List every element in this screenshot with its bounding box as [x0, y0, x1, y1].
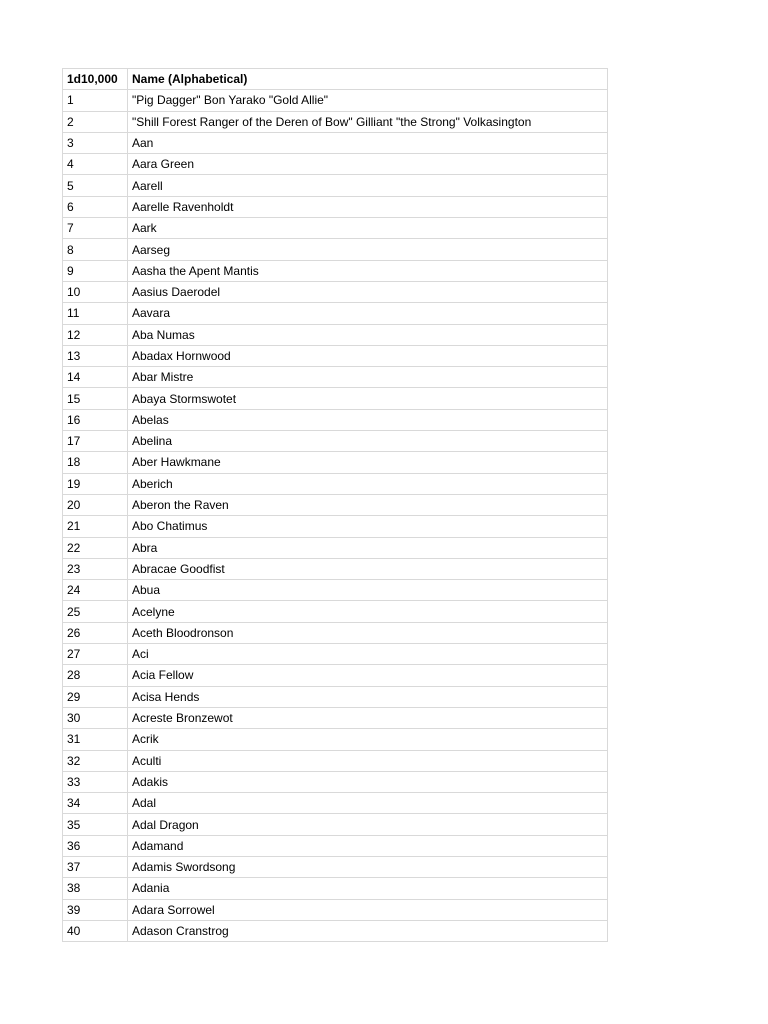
- roll-cell: 37: [63, 856, 128, 877]
- roll-cell: 24: [63, 580, 128, 601]
- name-cell: "Pig Dagger" Bon Yarako "Gold Allie": [128, 90, 608, 111]
- roll-cell: 5: [63, 175, 128, 196]
- table-row: [63, 771, 608, 792]
- names-table: [62, 68, 608, 942]
- roll-cell: 19: [63, 473, 128, 494]
- table-row: [63, 644, 608, 665]
- table-row: [63, 196, 608, 217]
- table-row: [63, 345, 608, 366]
- table-row: [63, 856, 608, 877]
- name-cell: Abua: [128, 580, 608, 601]
- roll-cell: 36: [63, 835, 128, 856]
- name-cell: Aan: [128, 132, 608, 153]
- table-row: [63, 175, 608, 196]
- roll-cell: 11: [63, 303, 128, 324]
- name-cell: Aberich: [128, 473, 608, 494]
- table-row: [63, 835, 608, 856]
- roll-cell: 25: [63, 601, 128, 622]
- name-cell: Acelyne: [128, 601, 608, 622]
- roll-cell: 10: [63, 281, 128, 302]
- table-row: [63, 750, 608, 771]
- table-row: [63, 90, 608, 111]
- table-row: [63, 111, 608, 132]
- table-row: [63, 580, 608, 601]
- name-cell: Aceth Bloodronson: [128, 622, 608, 643]
- roll-cell: 17: [63, 431, 128, 452]
- table-row: [63, 622, 608, 643]
- name-cell: Aci: [128, 644, 608, 665]
- roll-cell: 9: [63, 260, 128, 281]
- header-row: [63, 69, 608, 90]
- name-cell: Adal Dragon: [128, 814, 608, 835]
- roll-cell: 34: [63, 793, 128, 814]
- name-cell: Abadax Hornwood: [128, 345, 608, 366]
- name-cell: Aark: [128, 218, 608, 239]
- table-row: [63, 281, 608, 302]
- table-row: [63, 707, 608, 728]
- roll-cell: 15: [63, 388, 128, 409]
- table-row: [63, 452, 608, 473]
- name-cell: Adania: [128, 878, 608, 899]
- table-row: [63, 367, 608, 388]
- roll-cell: 31: [63, 729, 128, 750]
- table-row: [63, 473, 608, 494]
- name-cell: "Shill Forest Ranger of the Deren of Bow" Gilliant "the Strong" Volkasington: [128, 111, 608, 132]
- name-cell: Acia Fellow: [128, 665, 608, 686]
- table-row: [63, 239, 608, 260]
- table-row: [63, 218, 608, 239]
- table-row: [63, 920, 608, 941]
- roll-cell: 30: [63, 707, 128, 728]
- roll-cell: 8: [63, 239, 128, 260]
- name-cell: Aasha the Apent Mantis: [128, 260, 608, 281]
- name-cell: Aberon the Raven: [128, 494, 608, 515]
- roll-cell: 4: [63, 154, 128, 175]
- table-row: [63, 154, 608, 175]
- roll-cell: 2: [63, 111, 128, 132]
- name-cell: Aarelle Ravenholdt: [128, 196, 608, 217]
- name-cell: Abar Mistre: [128, 367, 608, 388]
- name-cell: Aavara: [128, 303, 608, 324]
- roll-cell: 27: [63, 644, 128, 665]
- roll-cell: 29: [63, 686, 128, 707]
- table-row: [63, 793, 608, 814]
- roll-cell: 33: [63, 771, 128, 792]
- table-row: [63, 878, 608, 899]
- roll-cell: 28: [63, 665, 128, 686]
- roll-cell: 20: [63, 494, 128, 515]
- roll-cell: 18: [63, 452, 128, 473]
- name-cell: Aarseg: [128, 239, 608, 260]
- roll-cell: 38: [63, 878, 128, 899]
- name-cell: Adamand: [128, 835, 608, 856]
- table-row: [63, 537, 608, 558]
- table-row: [63, 324, 608, 345]
- name-column-header: Name (Alphabetical): [128, 69, 608, 90]
- table-row: [63, 601, 608, 622]
- name-cell: Abelas: [128, 409, 608, 430]
- table-row: [63, 132, 608, 153]
- roll-cell: 3: [63, 132, 128, 153]
- roll-cell: 35: [63, 814, 128, 835]
- roll-cell: 23: [63, 558, 128, 579]
- roll-cell: 16: [63, 409, 128, 430]
- table-row: [63, 388, 608, 409]
- name-cell: Abo Chatimus: [128, 516, 608, 537]
- roll-cell: 26: [63, 622, 128, 643]
- name-cell: Aculti: [128, 750, 608, 771]
- roll-cell: 7: [63, 218, 128, 239]
- table-row: [63, 814, 608, 835]
- table-row: [63, 686, 608, 707]
- table-row: [63, 558, 608, 579]
- roll-cell: 12: [63, 324, 128, 345]
- roll-cell: 21: [63, 516, 128, 537]
- name-cell: Aarell: [128, 175, 608, 196]
- name-cell: Abelina: [128, 431, 608, 452]
- name-cell: Adakis: [128, 771, 608, 792]
- roll-cell: 22: [63, 537, 128, 558]
- name-cell: Aba Numas: [128, 324, 608, 345]
- table-row: [63, 729, 608, 750]
- table-row: [63, 494, 608, 515]
- roll-cell: 6: [63, 196, 128, 217]
- name-cell: Aber Hawkmane: [128, 452, 608, 473]
- roll-cell: 40: [63, 920, 128, 941]
- table-row: [63, 260, 608, 281]
- table-row: [63, 431, 608, 452]
- table-row: [63, 516, 608, 537]
- name-cell: Adamis Swordsong: [128, 856, 608, 877]
- name-cell: Aara Green: [128, 154, 608, 175]
- name-cell: Abracae Goodfist: [128, 558, 608, 579]
- table-row: [63, 303, 608, 324]
- table-row: [63, 899, 608, 920]
- name-cell: Adal: [128, 793, 608, 814]
- name-cell: Acisa Hends: [128, 686, 608, 707]
- table-body: [63, 90, 608, 942]
- roll-column-header: 1d10,000: [63, 69, 128, 90]
- name-cell: Abaya Stormswotet: [128, 388, 608, 409]
- name-cell: Abra: [128, 537, 608, 558]
- roll-cell: 13: [63, 345, 128, 366]
- name-cell: Adason Cranstrog: [128, 920, 608, 941]
- name-cell: Adara Sorrowel: [128, 899, 608, 920]
- table-row: [63, 409, 608, 430]
- roll-cell: 39: [63, 899, 128, 920]
- roll-cell: 1: [63, 90, 128, 111]
- name-cell: Acreste Bronzewot: [128, 707, 608, 728]
- roll-cell: 14: [63, 367, 128, 388]
- name-cell: Aasius Daerodel: [128, 281, 608, 302]
- table-row: [63, 665, 608, 686]
- name-cell: Acrik: [128, 729, 608, 750]
- roll-cell: 32: [63, 750, 128, 771]
